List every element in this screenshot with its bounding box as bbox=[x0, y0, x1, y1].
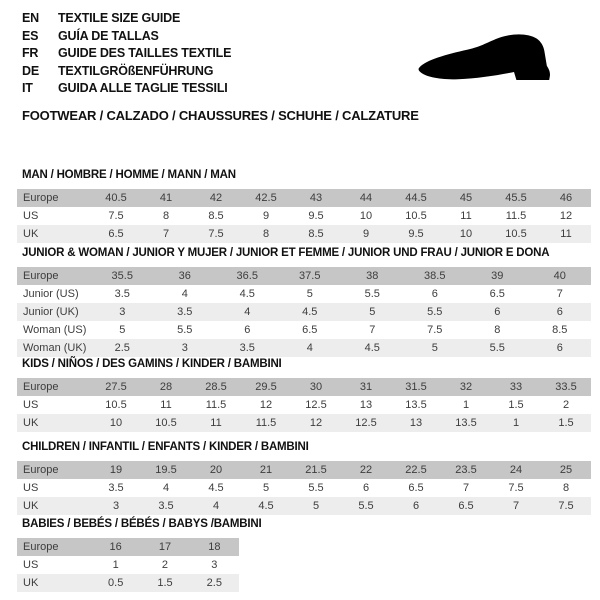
size-cell: 36 bbox=[154, 267, 217, 285]
language-code: IT bbox=[22, 81, 33, 95]
size-cell: 13 bbox=[341, 396, 391, 414]
size-cell: 11.5 bbox=[241, 414, 291, 432]
size-cell: 7 bbox=[441, 479, 491, 497]
row-label: Junior (US) bbox=[17, 285, 91, 303]
table-row bbox=[17, 461, 591, 479]
size-cell: 10 bbox=[341, 207, 391, 225]
size-cell: 1.5 bbox=[541, 414, 591, 432]
size-cell: 5.5 bbox=[404, 303, 467, 321]
row-label: Europe bbox=[17, 378, 91, 396]
section-children bbox=[17, 441, 591, 515]
size-cell: 5.5 bbox=[291, 479, 341, 497]
size-cell: 1 bbox=[491, 414, 541, 432]
row-label: UK bbox=[17, 414, 91, 432]
size-cell: 5.5 bbox=[341, 285, 404, 303]
size-cell: 9.5 bbox=[391, 225, 441, 243]
section-man bbox=[17, 169, 591, 243]
size-cell: 5 bbox=[404, 339, 467, 357]
row-label: UK bbox=[17, 497, 91, 515]
language-text: GUIDA ALLE TAGLIE TESSILI bbox=[58, 81, 228, 95]
size-cell: 8.5 bbox=[291, 225, 341, 243]
size-cell: 33 bbox=[491, 378, 541, 396]
table-row bbox=[17, 378, 591, 396]
size-cell: 4 bbox=[141, 479, 191, 497]
size-cell: 4 bbox=[154, 285, 217, 303]
row-label: US bbox=[17, 556, 91, 574]
table-row bbox=[17, 556, 239, 574]
size-cell: 11 bbox=[441, 207, 491, 225]
size-cell: 5.5 bbox=[154, 321, 217, 339]
size-cell: 4.5 bbox=[216, 285, 279, 303]
size-cell: 5 bbox=[91, 321, 154, 339]
row-label: Europe bbox=[17, 189, 91, 207]
size-cell: 12 bbox=[541, 207, 591, 225]
size-cell: 7.5 bbox=[491, 479, 541, 497]
table-row bbox=[17, 479, 591, 497]
size-cell: 21.5 bbox=[291, 461, 341, 479]
size-cell: 10.5 bbox=[491, 225, 541, 243]
size-cell: 7 bbox=[491, 497, 541, 515]
row-label: Junior (UK) bbox=[17, 303, 91, 321]
size-table-junior-woman bbox=[17, 267, 591, 357]
size-cell: 6 bbox=[391, 497, 441, 515]
table-row bbox=[17, 538, 239, 556]
table-row bbox=[17, 303, 591, 321]
size-cell: 11.5 bbox=[491, 207, 541, 225]
size-cell: 7.5 bbox=[191, 225, 241, 243]
size-cell: 4 bbox=[216, 303, 279, 321]
table-row bbox=[17, 497, 591, 515]
size-cell: 2.5 bbox=[91, 339, 154, 357]
language-code: ES bbox=[22, 28, 39, 43]
language-row-de bbox=[22, 63, 231, 81]
size-cell: 32 bbox=[441, 378, 491, 396]
size-cell: 5 bbox=[291, 497, 341, 515]
row-label: Europe bbox=[17, 267, 91, 285]
size-cell: 22 bbox=[341, 461, 391, 479]
section-junior-woman bbox=[17, 247, 591, 357]
size-cell: 8 bbox=[541, 479, 591, 497]
size-cell: 40.5 bbox=[91, 189, 141, 207]
size-cell: 13 bbox=[391, 414, 441, 432]
size-cell: 6.5 bbox=[91, 225, 141, 243]
size-cell: 3.5 bbox=[91, 285, 154, 303]
language-row-en bbox=[22, 10, 231, 28]
row-label: Woman (US) bbox=[17, 321, 91, 339]
size-cell: 12.5 bbox=[291, 396, 341, 414]
size-cell: 9 bbox=[341, 225, 391, 243]
size-cell: 10 bbox=[441, 225, 491, 243]
size-cell: 7.5 bbox=[404, 321, 467, 339]
size-cell: 6 bbox=[404, 285, 467, 303]
size-cell: 17 bbox=[140, 538, 189, 556]
table-row bbox=[17, 414, 591, 432]
size-cell: 28.5 bbox=[191, 378, 241, 396]
row-label: UK bbox=[17, 574, 91, 592]
table-row bbox=[17, 225, 591, 243]
size-table-children bbox=[17, 461, 591, 515]
size-cell: 44.5 bbox=[391, 189, 441, 207]
size-cell: 13.5 bbox=[441, 414, 491, 432]
size-cell: 12 bbox=[291, 414, 341, 432]
table-row bbox=[17, 267, 591, 285]
language-text: TEXTILE SIZE GUIDE bbox=[58, 11, 181, 25]
size-cell: 11.5 bbox=[191, 396, 241, 414]
size-cell: 9 bbox=[241, 207, 291, 225]
size-cell: 20 bbox=[191, 461, 241, 479]
size-cell: 16 bbox=[91, 538, 140, 556]
size-cell: 3 bbox=[154, 339, 217, 357]
table-row bbox=[17, 285, 591, 303]
language-list bbox=[22, 10, 231, 98]
size-cell: 25 bbox=[541, 461, 591, 479]
size-cell: 10.5 bbox=[141, 414, 191, 432]
size-cell: 3 bbox=[91, 303, 154, 321]
size-cell: 11 bbox=[141, 396, 191, 414]
size-cell: 31 bbox=[341, 378, 391, 396]
size-cell: 5 bbox=[341, 303, 404, 321]
size-cell: 33.5 bbox=[541, 378, 591, 396]
size-cell: 28 bbox=[141, 378, 191, 396]
size-cell: 6 bbox=[529, 339, 592, 357]
section-title: MAN / HOMBRE / HOMME / MANN / MAN bbox=[22, 169, 236, 181]
shoe-icon bbox=[392, 16, 588, 104]
size-cell: 12.5 bbox=[341, 414, 391, 432]
size-cell: 4.5 bbox=[341, 339, 404, 357]
size-cell: 1.5 bbox=[140, 574, 189, 592]
size-cell: 42.5 bbox=[241, 189, 291, 207]
language-text: GUIDE DES TAILLES TEXTILE bbox=[58, 46, 232, 60]
size-cell: 10 bbox=[91, 414, 141, 432]
row-label: UK bbox=[17, 225, 91, 243]
size-cell: 46 bbox=[541, 189, 591, 207]
size-cell: 19 bbox=[91, 461, 141, 479]
size-cell: 6.5 bbox=[466, 285, 529, 303]
size-cell: 6 bbox=[529, 303, 592, 321]
language-row-it bbox=[22, 80, 231, 98]
section-babies bbox=[17, 518, 591, 592]
size-cell: 5 bbox=[241, 479, 291, 497]
size-cell: 4.5 bbox=[279, 303, 342, 321]
size-cell: 19.5 bbox=[141, 461, 191, 479]
size-cell: 44 bbox=[341, 189, 391, 207]
size-cell: 21 bbox=[241, 461, 291, 479]
size-cell: 3.5 bbox=[154, 303, 217, 321]
size-cell: 4 bbox=[191, 497, 241, 515]
size-cell: 2.5 bbox=[190, 574, 239, 592]
table-row bbox=[17, 207, 591, 225]
category-title: FOOTWEAR / CALZADO / CHAUSSURES / SCHUHE / CALZATURE bbox=[22, 108, 419, 123]
row-label: US bbox=[17, 207, 91, 225]
size-cell: 13.5 bbox=[391, 396, 441, 414]
size-cell: 45 bbox=[441, 189, 491, 207]
size-cell: 1 bbox=[441, 396, 491, 414]
size-cell: 7.5 bbox=[541, 497, 591, 515]
size-cell: 30 bbox=[291, 378, 341, 396]
size-cell: 6 bbox=[341, 479, 391, 497]
table-row bbox=[17, 574, 239, 592]
language-text: GUÍA DE TALLAS bbox=[58, 28, 159, 43]
size-table-babies bbox=[17, 538, 239, 592]
row-label: US bbox=[17, 396, 91, 414]
size-cell: 3 bbox=[190, 556, 239, 574]
row-label: Europe bbox=[17, 538, 91, 556]
size-cell: 10.5 bbox=[91, 396, 141, 414]
table-row bbox=[17, 396, 591, 414]
size-cell: 5.5 bbox=[341, 497, 391, 515]
size-cell: 7.5 bbox=[91, 207, 141, 225]
size-cell: 2 bbox=[140, 556, 189, 574]
size-cell: 43 bbox=[291, 189, 341, 207]
table-row bbox=[17, 339, 591, 357]
size-cell: 45.5 bbox=[491, 189, 541, 207]
size-cell: 6 bbox=[216, 321, 279, 339]
size-cell: 37.5 bbox=[279, 267, 342, 285]
size-cell: 7 bbox=[341, 321, 404, 339]
size-cell: 12 bbox=[241, 396, 291, 414]
language-row-fr bbox=[22, 45, 231, 63]
size-cell: 6.5 bbox=[279, 321, 342, 339]
table-row bbox=[17, 189, 591, 207]
language-text: TEXTILGRÖßENFÜHRUNG bbox=[58, 63, 214, 78]
section-title: KIDS / NIÑOS / DES GAMINS / KINDER / BAMBINI bbox=[22, 358, 282, 370]
size-table-kids bbox=[17, 378, 591, 432]
size-cell: 35.5 bbox=[91, 267, 154, 285]
row-label: US bbox=[17, 479, 91, 497]
size-cell: 4 bbox=[279, 339, 342, 357]
language-code: EN bbox=[22, 11, 39, 25]
size-cell: 31.5 bbox=[391, 378, 441, 396]
size-cell: 36.5 bbox=[216, 267, 279, 285]
size-cell: 3.5 bbox=[216, 339, 279, 357]
section-title: JUNIOR & WOMAN / JUNIOR Y MUJER / JUNIOR ET FEMME / JUNIOR UND FRAU / JUNIOR E DONA bbox=[22, 247, 550, 259]
language-row-es bbox=[22, 28, 231, 46]
size-cell: 3.5 bbox=[141, 497, 191, 515]
size-cell: 29.5 bbox=[241, 378, 291, 396]
row-label: Europe bbox=[17, 461, 91, 479]
size-cell: 8.5 bbox=[529, 321, 592, 339]
size-cell: 24 bbox=[491, 461, 541, 479]
size-cell: 4.5 bbox=[191, 479, 241, 497]
size-table-man bbox=[17, 189, 591, 243]
size-cell: 8 bbox=[141, 207, 191, 225]
section-kids bbox=[17, 358, 591, 432]
table-row bbox=[17, 321, 591, 339]
size-cell: 9.5 bbox=[291, 207, 341, 225]
size-cell: 0.5 bbox=[91, 574, 140, 592]
language-code: FR bbox=[22, 46, 39, 60]
size-cell: 41 bbox=[141, 189, 191, 207]
size-cell: 10.5 bbox=[391, 207, 441, 225]
size-cell: 38 bbox=[341, 267, 404, 285]
size-cell: 11 bbox=[191, 414, 241, 432]
language-code: DE bbox=[22, 63, 39, 78]
size-cell: 7 bbox=[529, 285, 592, 303]
size-cell: 11 bbox=[541, 225, 591, 243]
size-cell: 39 bbox=[466, 267, 529, 285]
size-cell: 6.5 bbox=[441, 497, 491, 515]
size-cell: 5.5 bbox=[466, 339, 529, 357]
size-cell: 2 bbox=[541, 396, 591, 414]
size-cell: 1.5 bbox=[491, 396, 541, 414]
size-cell: 42 bbox=[191, 189, 241, 207]
size-cell: 27.5 bbox=[91, 378, 141, 396]
section-title: CHILDREN / INFANTIL / ENFANTS / KINDER / BAMBINI bbox=[22, 441, 309, 453]
section-title: BABIES / BEBÉS / BÉBÉS / BABYS /BAMBINI bbox=[22, 518, 262, 530]
size-cell: 3.5 bbox=[91, 479, 141, 497]
size-cell: 40 bbox=[529, 267, 592, 285]
size-cell: 6 bbox=[466, 303, 529, 321]
size-cell: 8 bbox=[241, 225, 291, 243]
size-cell: 8.5 bbox=[191, 207, 241, 225]
size-cell: 3 bbox=[91, 497, 141, 515]
size-cell: 1 bbox=[91, 556, 140, 574]
size-cell: 4.5 bbox=[241, 497, 291, 515]
size-cell: 8 bbox=[466, 321, 529, 339]
size-cell: 23.5 bbox=[441, 461, 491, 479]
size-cell: 7 bbox=[141, 225, 191, 243]
size-cell: 18 bbox=[190, 538, 239, 556]
size-cell: 22.5 bbox=[391, 461, 441, 479]
size-cell: 6.5 bbox=[391, 479, 441, 497]
size-cell: 38.5 bbox=[404, 267, 467, 285]
size-cell: 5 bbox=[279, 285, 342, 303]
row-label: Woman (UK) bbox=[17, 339, 91, 357]
